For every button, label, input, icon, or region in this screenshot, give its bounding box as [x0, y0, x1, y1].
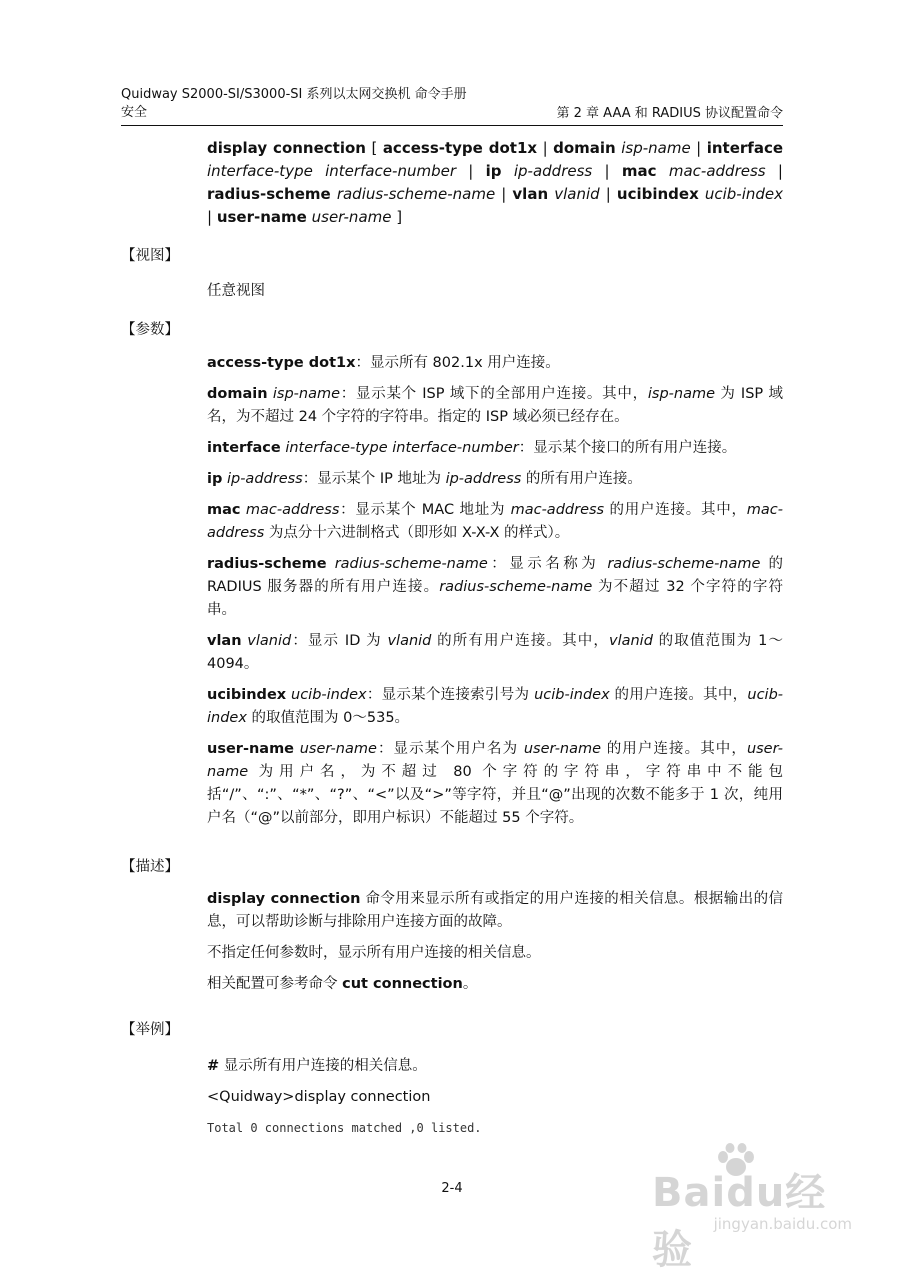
- desc-label: 【描述】: [121, 859, 179, 875]
- param-access-type: access-type dot1x：显示所有 802.1x 用户连接。: [207, 355, 560, 371]
- params-list: [207, 352, 783, 838]
- example-block: [207, 1055, 783, 1148]
- syntax-command: display connection: [207, 139, 366, 157]
- example-output: Total 0 connections matched ,0 listed.: [207, 1121, 482, 1135]
- param-vlan: vlan vlanid：显示 ID 为 vlanid 的所有用户连接。其中，vlanid 的取值范围为 1～4094。: [207, 633, 783, 672]
- watermark-brand: Baidu经验: [652, 1170, 827, 1273]
- param-domain: domain isp-name：显示某个 ISP 域下的全部用户连接。其中，isp-name 为 ISP 域名，为不超过 24 个字符的字符串。指定的 ISP 域必须已经存在。: [207, 386, 783, 425]
- param-interface: interface interface-type interface-number：显示某个接口的所有用户连接。: [207, 440, 737, 456]
- desc-para-3: 相关配置可参考命令 cut connection。: [207, 976, 478, 992]
- header-product: Quidway S2000-SI/S3000-SI 系列以太网交换机 命令手册: [121, 87, 467, 102]
- desc-block: [207, 888, 783, 1004]
- header-left: [121, 86, 467, 122]
- param-mac: mac mac-address：显示某个 MAC 地址为 mac-address 的用户连接。其中，mac-address 为点分十六进制格式（即形如 X-X-X 的样式）。: [207, 502, 783, 541]
- header-section: 安全: [121, 105, 148, 120]
- param-user-name: user-name user-name：显示某个用户名为 user-name 的用户连接。其中，user-name 为用户名，为不超过 80 个字符的字符串，字符串中不能包括“/”、“:”、“*”、“?”、“<”以及“>”等字符，并且“@”出现的次数不能多于 1 次，纯用户名（“@”以前部分，即用户标识）不能超过 55 个字符。: [207, 741, 784, 826]
- param-radius-scheme: radius-scheme radius-scheme-name：显示名称为 radius-scheme-name 的 RADIUS 服务器的所有用户连接。radius-scheme-name 为不超过 32 个字符的字符串。: [207, 556, 784, 618]
- header-chapter: 第 2 章 AAA 和 RADIUS 协议配置命令: [556, 106, 783, 121]
- watermark-url: jingyan.baidu.com: [713, 1215, 852, 1233]
- example-comment: # 显示所有用户连接的相关信息。: [207, 1058, 427, 1074]
- view-label: 【视图】: [121, 248, 179, 264]
- example-command: <Quidway>display connection: [207, 1089, 431, 1105]
- page-number: 2-4: [441, 1181, 463, 1196]
- params-label: 【参数】: [121, 322, 179, 338]
- param-ip: ip ip-address：显示某个 IP 地址为 ip-address 的所有用户连接。: [207, 471, 642, 487]
- header-rule: [121, 125, 783, 126]
- param-ucibindex: ucibindex ucib-index：显示某个连接索引号为 ucib-index 的用户连接。其中，ucib-index 的取值范围为 0～535。: [207, 687, 784, 726]
- view-text: 任意视图: [207, 283, 265, 299]
- desc-para-1: display connection 命令用来显示所有或指定的用户连接的相关信息。根据输出的信息，可以帮助诊断与排除用户连接方面的故障。: [207, 891, 783, 930]
- command-syntax: display connection [ access-type dot1x | domain isp-name | interface interface-type interface-number | ip ip-address | mac mac-address | radius-scheme radius-scheme-name | vlan vlanid | ucibindex ucib-index | user-name user-name ]: [207, 139, 784, 226]
- baidu-watermark: [652, 1143, 852, 1273]
- example-label: 【举例】: [121, 1022, 179, 1038]
- desc-para-2: 不指定任何参数时，显示所有用户连接的相关信息。: [207, 945, 541, 961]
